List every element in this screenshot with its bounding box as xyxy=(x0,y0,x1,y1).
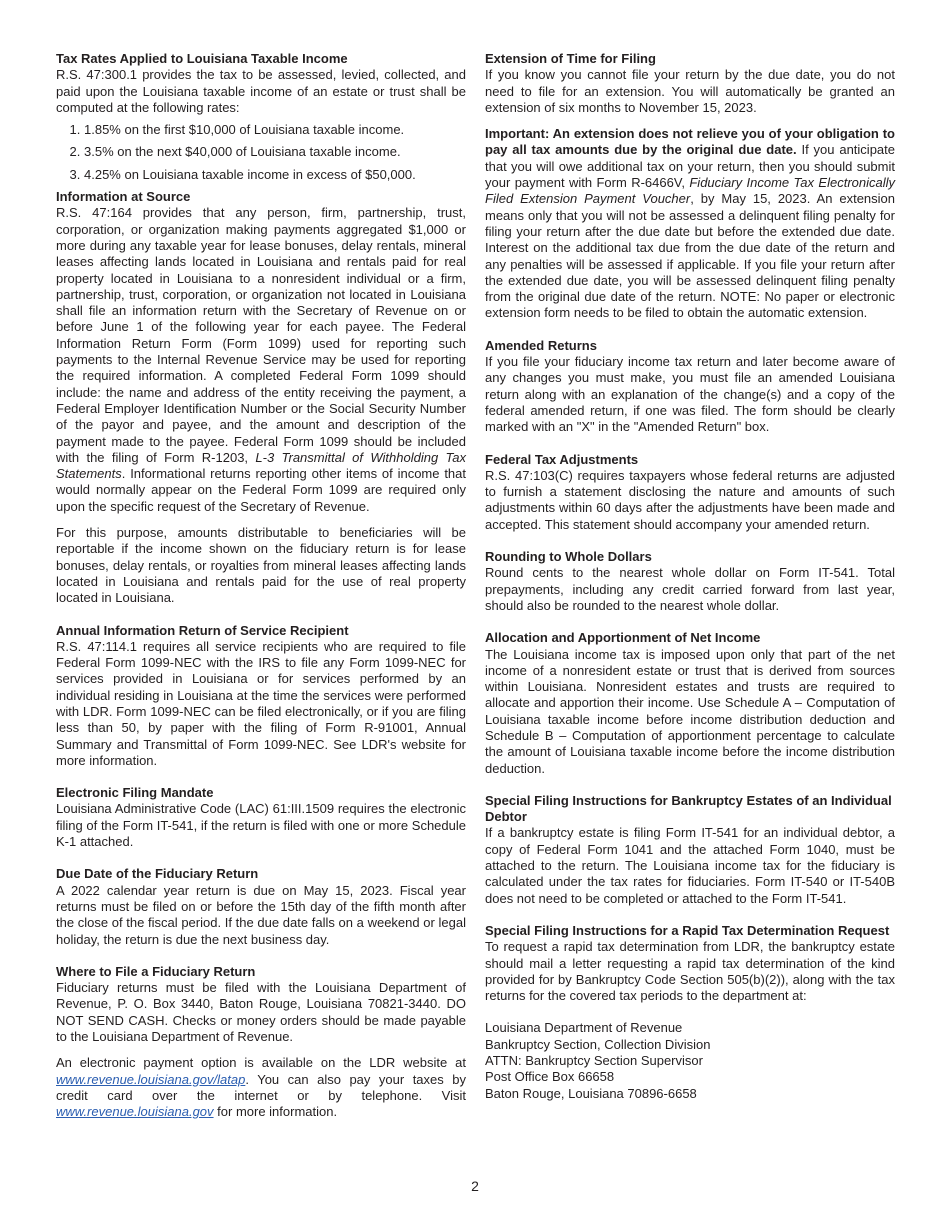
where-file-heading: Where to File a Fiduciary Return xyxy=(56,963,256,979)
latap-link[interactable]: www.revenue.louisiana.gov/latap xyxy=(56,1071,246,1087)
allocation-heading: Allocation and Apportionment of Net Income xyxy=(485,630,761,646)
efile-body: Louisiana Administrative Code (LAC) 61:III.1509 requires the electronic filing of the Form IT-541, if the return is filed with one or more Schedule K-1 attached. xyxy=(56,801,466,850)
allocation-body: The Louisiana income tax is imposed upon only that part of the net income of a nonresident estate or trust that is derived from sources within Louisiana. Nonresident estates and trusts are required to allocate and apportion their income. Use Schedule A – Computation of Louisiana taxable income before income distribution deduction and Schedule B – Computation of apportionment percentage to calculate the amount of Louisiana taxable income before the income distribution deduction. xyxy=(485,646,895,776)
info-source-paragraph-2: For this purpose, amounts distributable to beneficiaries will be reportable if the income shown on the fiduciary return is for lease bonuses, delay rentals, or royalties from mineral leases affecting lands located in Louisiana and rentals paid for the use of real property located in Louisiana. xyxy=(56,525,466,606)
right-column xyxy=(485,51,895,1102)
address-line: ATTN: Bankruptcy Section Supervisor xyxy=(485,1053,703,1069)
annual-info-heading: Annual Information Return of Service Recipient xyxy=(56,622,349,638)
page-number: 2 xyxy=(471,1178,479,1194)
due-date-heading: Due Date of the Fiduciary Return xyxy=(56,866,259,882)
amended-heading: Amended Returns xyxy=(485,337,597,353)
extension-body: If you know you cannot file your return by the due date, you do not need to file for an extension. You will automatically be granted an extension of six months to November 15, 2023. xyxy=(485,67,895,115)
address-line: Bankruptcy Section, Collection Division xyxy=(485,1036,711,1052)
mailing-address xyxy=(485,1020,895,1101)
revenue-website-link[interactable]: www.revenue.louisiana.gov xyxy=(56,1104,214,1120)
address-line: Post Office Box 66658 xyxy=(485,1069,615,1085)
bankruptcy-body: If a bankruptcy estate is filing Form IT-541 for an individual debtor, a copy of Federal Form 1041 and the attached Form 1040, must be attached to the return. The Louisiana income tax for the fiduciary is calculated under the tax rates for fiduciaries. Form IT-540 or IT-540B does not need to be completed or attached to the Form IT-541. xyxy=(485,825,895,906)
rapid-heading: Special Filing Instructions for a Rapid Tax Determination Request xyxy=(485,922,890,938)
rapid-body: To request a rapid tax determination from LDR, the bankruptcy estate should mail a letter requesting a rapid tax determination of the kind provided for by Bankruptcy Code Section 505(b)(2)), along with the tax returns for the covered tax periods to the department at: xyxy=(485,939,895,1004)
payment-paragraph: An electronic payment option is available on the LDR website at www.revenue.louisiana.gov/latap. You can also pay your taxes by credit card over the internet or by telephone. Visit www.revenue.louisiana.gov for more information. xyxy=(56,1055,466,1120)
amended-body: If you file your fiduciary income tax return and later become aware of any changes you must make, you must file an amended Louisiana return along with an explanation of the change(s) and a copy of the federal amended return, if one was filed. The form should be clearly marked with an "X" in the "Amended Return" box. xyxy=(485,354,895,435)
address-line: Louisiana Department of Revenue xyxy=(485,1020,683,1036)
address-line: Baton Rouge, Louisiana 70896-6658 xyxy=(485,1085,697,1101)
where-file-body: Fiduciary returns must be filed with the Louisiana Department of Revenue, P. O. Box 3440, Baton Rouge, Louisiana 70821-3440. DO NOT SEND CASH. Checks or money orders should be made payable to the Louisiana Department of Revenue. xyxy=(56,980,466,1045)
list-item: 3. 4.25% on Louisiana taxable income in excess of $50,000. xyxy=(84,167,466,183)
list-item: 2. 3.5% on the next $40,000 of Louisiana taxable income. xyxy=(84,144,466,160)
rounding-heading: Rounding to Whole Dollars xyxy=(485,549,652,565)
extension-heading: Extension of Time for Filing xyxy=(485,51,656,66)
fed-adj-body: R.S. 47:103(C) requires taxpayers whose federal returns are adjusted to furnish a statement disclosing the nature and amounts of such adjustments within 60 days after the adjustments have been made and accepted. This statement should accompany your amended return. xyxy=(485,467,895,532)
list-item: 1. 1.85% on the first $10,000 of Louisiana taxable income. xyxy=(84,122,466,138)
info-source-heading: Information at Source xyxy=(56,189,191,205)
efile-heading: Electronic Filing Mandate xyxy=(56,785,214,801)
info-source-paragraph: R.S. 47:164 provides that any person, firm, partnership, trust, corporation, or organization making payments aggregated $1,000 or more during any taxable year for lease bonuses, delay rentals, mineral leases affecting lands located in Louisiana and rentals paid for real property located in Louisiana to a nonresident individual or a firm, partnership, trust, corporation, or organization not located in Louisiana shall file an information return with the Secretary of Revenue on or before June 1 of the following year for each payee. The Federal Information Return Form (Form 1099) used for reporting such payments to the Internal Revenue Service may be used for reporting the required information. A completed Federal Form 1099 should include: the name and address of the entity receiving the payment, a Federal Employer Identification Number or the Social Security Number of the payor and payee, and the amount and description of the payment made to the payee. Federal Form 1099 should be included with the filing of Form R-1203, L-3 Transmittal of Withholding Tax Statements. Informational returns reporting other items of income that would normally appear on the Federal Form 1099 are required only upon the specific request of the Secretary of Revenue. xyxy=(56,205,466,514)
fed-adj-heading: Federal Tax Adjustments xyxy=(485,451,639,467)
rounding-body: Round cents to the nearest whole dollar on Form IT-541. Total prepayments, including any credit carried forward from last year, should also be rounded to the nearest whole dollar. xyxy=(485,565,895,613)
tax-rates-heading: Tax Rates Applied to Louisiana Taxable Income xyxy=(56,51,348,66)
extension-important: Important: An extension does not relieve you of your obligation to pay all tax amounts due by the original due date. If you anticipate that you will owe additional tax on your return, then you should submit your payment with Form R-6466V, Fiduciary Income Tax Electronically Filed Extension Payment Voucher, by May 15, 2023. An extension means only that you will not be assessed a delinquent filing penalty for filing your return after the due date but before the extended due date. Interest on the additional tax due from the due date of the return and any penalties will be assessed if applicable. If you file your return after the extended due date, you will be assessed delinquent filing penalty from the original due date of the return. NOTE: No paper or electronic extension form needs to be filed to obtain the automatic extension. xyxy=(485,126,896,321)
bankruptcy-heading: Special Filing Instructions for Bankruptcy Estates of an Individual Debtor xyxy=(485,792,892,825)
due-date-body: A 2022 calendar year return is due on May 15, 2023. Fiscal year returns must be filed on or before the 15th day of the fifth month after the close of the fiscal period. If the due date falls on a weekend or legal holiday, the return is due the next business day. xyxy=(56,882,466,947)
tax-rates-intro: R.S. 47:300.1 provides the tax to be assessed, levied, collected, and paid upon the Louisiana taxable income of an estate or trust shall be computed at the following rates: xyxy=(56,67,466,115)
annual-info-body: R.S. 47:114.1 requires all service recipients who are required to file Federal Form 1099-NEC with the IRS to file any Form 1099-NEC for services provided in Louisiana or for services performed by an individual residing in Louisiana at the time the services were performed with LDR. Form 1099-NEC can be filed electronically, or if you are filing less than 50, by paper with the filing of Form R-91001, Annual Summary and Transmittal of Form 1099-NEC. See LDR's website for more information. xyxy=(56,638,466,768)
tax-rates-list xyxy=(56,122,466,183)
left-column xyxy=(56,51,466,1121)
